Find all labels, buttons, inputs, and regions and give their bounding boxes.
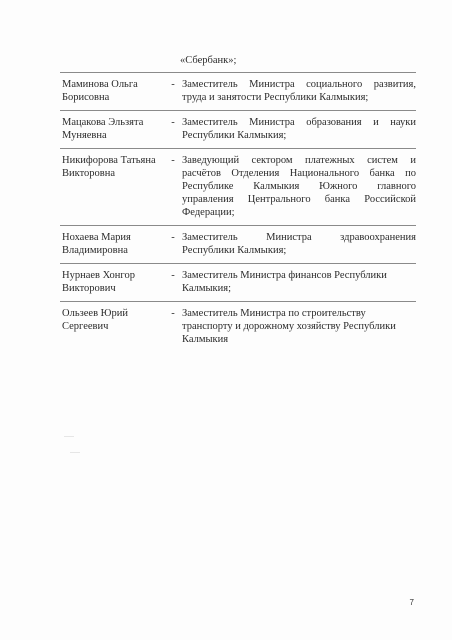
member-name: Нохаева Мария Владимировна xyxy=(62,232,131,256)
member-position: Заместитель Министра здравоохранения Республики Калмыкия; xyxy=(182,232,416,256)
dash-separator: - xyxy=(171,270,175,281)
dash-separator: - xyxy=(171,155,175,166)
dash-separator: - xyxy=(171,117,175,128)
member-name: Ользеев Юрий Сергеевич xyxy=(62,308,128,332)
member-position: Заместитель Министра образования и науки Республики Калмыкия; xyxy=(182,117,416,141)
member-position: Заместитель Министра по строительству транспорту и дорожному хозяйству Республики Калмыкия xyxy=(182,308,396,345)
dash-separator: - xyxy=(171,308,175,319)
member-name: Маминова Ольга Борисовна xyxy=(62,79,138,103)
list-item xyxy=(60,301,416,352)
member-position: Заместитель Министра социального развития, труда и занятости Республики Калмыкия; xyxy=(182,79,416,103)
continuation-text: «Сбербанк»; xyxy=(180,55,237,66)
member-position: Заместитель Министра финансов Республики Калмыкия; xyxy=(182,270,387,294)
list-item xyxy=(60,225,416,263)
dash-separator: - xyxy=(171,79,175,90)
member-position: Заведующий сектором платежных систем и расчётов Отделения Национального банка по Республике Калмыкия Южного главного управления Центрального банка Российской Федерации; xyxy=(182,155,416,218)
list-item xyxy=(60,110,416,148)
list-item xyxy=(60,263,416,301)
list-item xyxy=(60,148,416,225)
member-list xyxy=(60,72,416,352)
scan-artifact xyxy=(64,436,74,437)
member-name: Никифорова Татьяна Викторовна xyxy=(62,155,156,179)
list-item xyxy=(60,72,416,110)
member-name: Мацакова Эльзята Муняевна xyxy=(62,117,144,141)
scan-artifact xyxy=(70,452,80,453)
member-name: Нурнаев Хонгор Викторович xyxy=(62,270,135,294)
page-number: 7 xyxy=(409,598,414,607)
dash-separator: - xyxy=(171,232,175,243)
